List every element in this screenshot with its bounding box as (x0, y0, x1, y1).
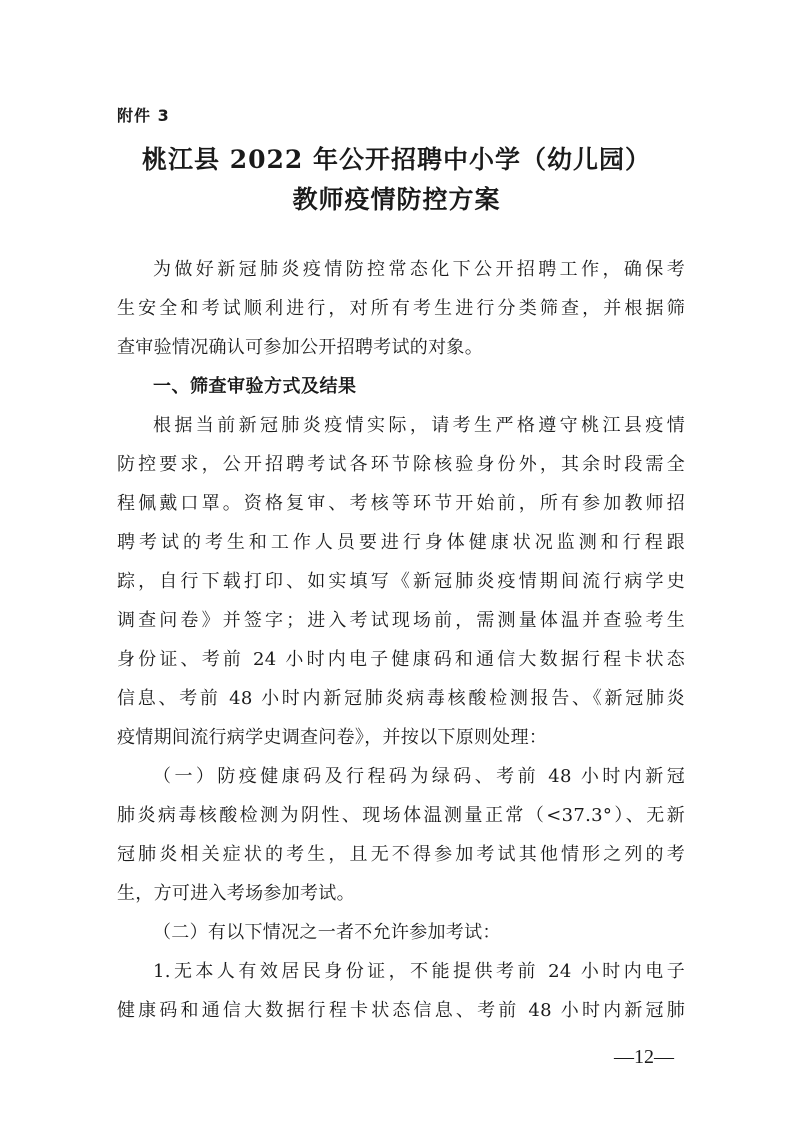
paragraph-line: 调查问卷》并签字；进入考试现场前，需测量体温并查验考生 (117, 610, 685, 631)
paragraph-line: 根据当前新冠肺炎疫情实际，请考生严格遵守桃江县疫情 (153, 415, 685, 436)
item-line: （一）防疫健康码及行程码为绿码、考前 48 小时内新冠 (153, 766, 685, 787)
intro-line: 生安全和考试顺利进行，对所有考生进行分类筛查，并根据筛 (117, 298, 685, 319)
section-heading: 一、筛查审验方式及结果 (153, 376, 357, 397)
attachment-label: 附件 3 (117, 106, 170, 125)
intro-line: 查审验情况确认可参加公开招聘考试的对象。 (117, 337, 483, 358)
item-line: 肺炎病毒核酸检测为阴性、现场体温测量正常（<37.3°）、无新 (117, 805, 685, 826)
sub-item-line: 健康码和通信大数据行程卡状态信息、考前 48 小时内新冠肺 (117, 1000, 685, 1021)
item-line: 生，方可进入考场参加考试。 (117, 883, 355, 904)
paragraph-line: 聘考试的考生和工作人员要进行身体健康状况监测和行程跟 (117, 532, 685, 553)
page-number: —12— (614, 1046, 674, 1068)
paragraph-line: 踪，自行下载打印、如实填写《新冠肺炎疫情期间流行病学史 (117, 571, 685, 592)
document-title-line-1: 桃江县 2022 年公开招聘中小学（幼儿园） (142, 145, 651, 174)
item-heading: （二）有以下情况之一者不允许参加考试： (153, 922, 501, 943)
item-line: 冠肺炎相关症状的考生，且无不得参加考试其他情形之列的考 (117, 844, 685, 865)
sub-item-line: 1.无本人有效居民身份证，不能提供考前 24 小时内电子 (153, 961, 685, 982)
paragraph-line: 信息、考前 48 小时内新冠肺炎病毒核酸检测报告、《新冠肺炎 (117, 688, 685, 709)
paragraph-line: 程佩戴口罩。资格复审、考核等环节开始前，所有参加教师招 (117, 493, 685, 514)
paragraph-line: 身份证、考前 24 小时内电子健康码和通信大数据行程卡状态 (117, 649, 685, 670)
intro-line: 为做好新冠肺炎疫情防控常态化下公开招聘工作，确保考 (153, 259, 685, 280)
document-title-line-2: 教师疫情防控方案 (292, 185, 501, 214)
paragraph-line: 疫情期间流行病学史调查问卷》，并按以下原则处理： (117, 727, 548, 748)
paragraph-line: 防控要求，公开招聘考试各环节除核验身份外，其余时段需全 (117, 454, 685, 475)
